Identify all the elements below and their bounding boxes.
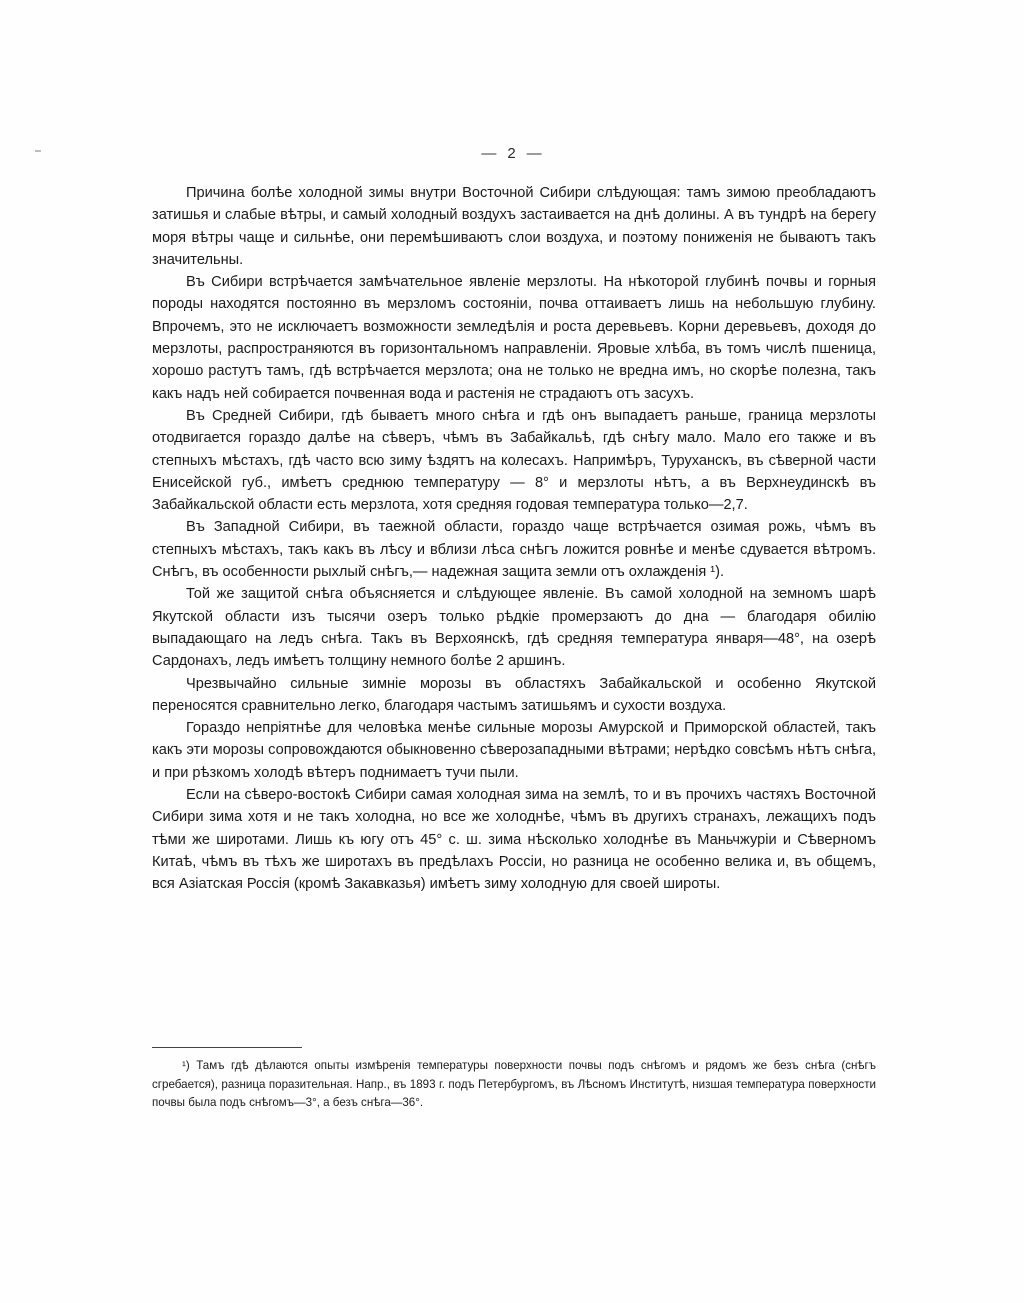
paragraph: Причина болѣе холодной зимы внутри Восточной Сибири слѣдующая: тамъ зимою преобладаютъ затишья и слабые вѣтры, и самый холодный воздухъ застаивается на днѣ долины. А въ тундрѣ на берегу моря вѣтры чаще и сильнѣе, они перемѣшиваютъ слои воздуха, и поэтому пониженія не бываютъ такъ значительны. [152, 185, 876, 268]
page-number-value: 2 [507, 145, 517, 162]
paragraph: Въ Средней Сибири, гдѣ бываетъ много снѣга и гдѣ онъ выпадаетъ раньше, граница мерзлоты отодвигается гораздо далѣе на сѣверъ, чѣмъ въ Забайкальѣ, гдѣ снѣгу мало. Мало его также и въ степныхъ мѣстахъ, гдѣ часто всю зиму ѣздятъ на колесахъ. Напримѣръ, Туруханскъ, въ сѣверной части Енисейской губ., имѣетъ среднюю температуру — 8° и мерзлоты нѣтъ, а въ Верхнеудинскѣ въ Забайкальской области есть мерзлота, хотя средняя годовая температура только—2,7. [152, 407, 876, 514]
paragraph: Гораздо непріятнѣе для человѣка менѣе сильные морозы Амурской и Приморской областей, такъ какъ эти морозы сопровождаются обыкновенно сѣверозападными вѣтрами; нерѣдко совсѣмъ нѣтъ снѣга, и при рѣзкомъ холодѣ вѣтеръ поднимаетъ тучи пыли. [152, 720, 876, 781]
footnote-marker: ¹) [182, 1059, 190, 1072]
footnote [152, 1057, 876, 1113]
body-text [152, 182, 876, 896]
paragraph: Въ Сибири встрѣчается замѣчательное явленіе мерзлоты. На нѣкоторой глубинѣ почвы и горныя породы находятся постоянно въ мерзломъ состояніи, почва оттаиваетъ лишь на небольшую глубину. Впрочемъ, это не исключаетъ возможности земледѣлія и роста деревьевъ. Корни деревьевъ, доходя до мерзлоты, распространяются въ горизонтальномъ направленіи. Яровые хлѣба, въ томъ числѣ пшеница, хорошо растутъ тамъ, гдѣ встрѣчается мерзлота; она не только не вредна имъ, но скорѣе полезна, такъ какъ надъ ней собирается почвенная вода и растенія не страдаютъ отъ засухъ. [152, 274, 876, 402]
paragraph: Если на сѣверо-востокѣ Сибири самая холодная зима на землѣ, то и въ прочихъ частяхъ Восточной Сибири зима хотя и не такъ холодна, но все же холоднѣе, чѣмъ въ другихъ странахъ, лежащихъ подъ тѣми же широтами. Лишь къ югу отъ 45° с. ш. зима нѣсколько холоднѣе въ Маньчжуріи и Сѣверномъ Китаѣ, чѣмъ въ тѣхъ же широтахъ въ предѣлахъ Россіи, но разница не особенно велика и, въ общемъ, вся Азіатская Россія (кромѣ Закавказья) имѣетъ зиму холодную для своей широты. [152, 787, 876, 893]
page-number [0, 145, 1024, 162]
paragraph: Той же защитой снѣга объясняется и слѣдующее явленіе. Въ самой холодной на земномъ шарѣ Якутской области изъ тысячи озеръ только рѣдкіе промерзаютъ до дна — благодаря обилію выпадающаго на ледъ снѣга. Такъ въ Верхоянскѣ, гдѣ средняя температура января—48°, на озерѣ Сардонахъ, ледъ имѣетъ толщину немного болѣе 2 аршинъ. [152, 586, 876, 670]
footnote-divider [152, 1047, 302, 1048]
footnote-paragraph [152, 1057, 876, 1113]
footnote-section [152, 1047, 876, 1113]
page-number-dash-right: — [526, 145, 543, 162]
paragraph: Чрезвычайно сильные зимніе морозы въ областяхъ Забайкальской и особенно Якутской переносятся сравнительно легко, благодаря частымъ затишьямъ и сухости воздуха. [152, 675, 876, 714]
page-number-dash-left: — [481, 145, 498, 162]
footnote-text: Тамъ гдѣ дѣлаются опыты измѣренія температуры поверхности почвы подъ снѣгомъ и рядомъ же безъ снѣга (снѣгъ сгребается), разница поразительная. Напр., въ 1893 г. подъ Петербургомъ, въ Лѣсномъ Институтѣ, низшая температура поверхности почвы была подъ снѣгомъ—3°, а безъ снѣга—36°. [152, 1059, 876, 1109]
paragraph: Въ Западной Сибири, въ таежной области, гораздо чаще встрѣчается озимая рожь, чѣмъ въ степныхъ мѣстахъ, такъ какъ въ лѣсу и вблизи лѣса снѣгъ ложится ровнѣе и менѣе сдувается вѣтромъ. Снѣгъ, въ особенности рыхлый снѣгъ,— надежная защита земли отъ охлажденія ¹). [152, 519, 876, 581]
